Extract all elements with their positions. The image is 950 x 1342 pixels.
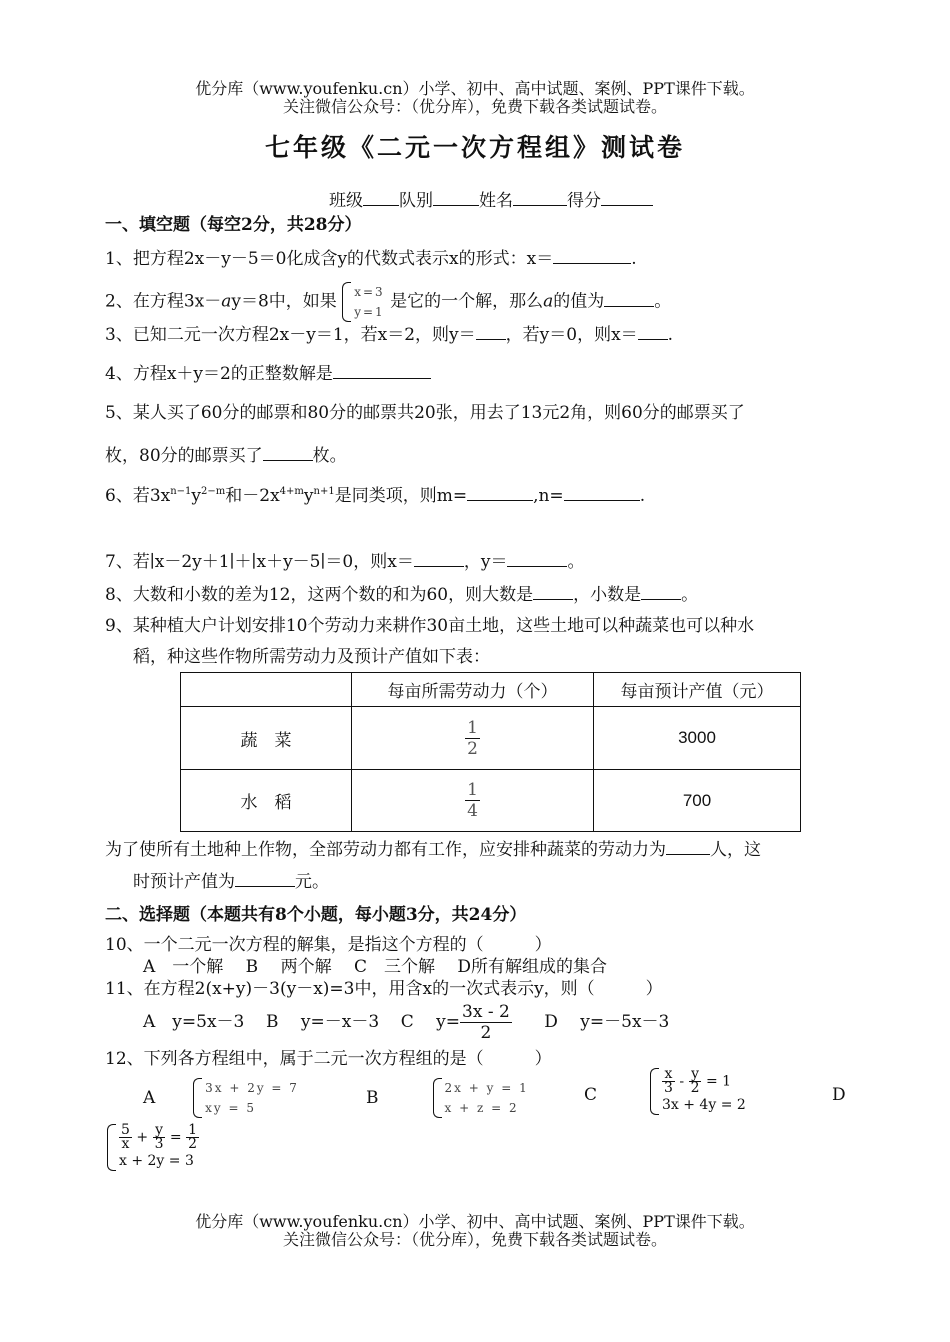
- q2-sys-row-1: x=3: [354, 285, 385, 299]
- table-cell-crop: 蔬 菜: [181, 707, 352, 770]
- q12-option-b[interactable]: [366, 1078, 529, 1118]
- q12-c-den-1: 3: [664, 1080, 673, 1096]
- name-label: 姓名: [479, 191, 513, 211]
- q12-d-row-2: x + 2y = 3: [119, 1153, 194, 1169]
- question-8: [105, 580, 698, 605]
- question-9-after-2: [133, 867, 329, 892]
- q2-blank[interactable]: [604, 290, 654, 307]
- footer-line-1: 优分库（www.youfenku.cn）小学、初中、高中试题、案例、PPT课件下载。: [195, 1212, 755, 1231]
- q3-text-pre: 3、已知二元一次方程2x－y＝1，若x＝2，则y＝: [105, 325, 476, 345]
- question-1: [105, 244, 637, 269]
- score-blank[interactable]: [601, 189, 653, 206]
- q5-end: 枚。: [312, 446, 347, 466]
- q9-after2-text: 时预计产值为: [133, 872, 235, 892]
- q12-c-eq-1: = 1: [705, 1073, 732, 1090]
- question-3: [105, 320, 673, 345]
- q12-d-num-1: 5: [121, 1122, 130, 1138]
- q6-text-pre: 6、若3x: [105, 486, 171, 506]
- q12-d-den-3: 2: [188, 1136, 198, 1152]
- q7-text-mid: ，y＝: [463, 552, 508, 572]
- question-4: [105, 359, 431, 384]
- q2-text-pre: 2、在方程3x－: [105, 291, 222, 312]
- q7-blank-x[interactable]: [414, 550, 464, 567]
- q12-c-den-2: 2: [690, 1080, 700, 1096]
- table-row: [181, 707, 801, 770]
- question-11-options: [143, 1002, 669, 1043]
- q1-text: 1、把方程2x－y－5＝0化成含y的代数式表示x的形式：x＝: [105, 249, 554, 269]
- name-blank[interactable]: [513, 189, 567, 206]
- q9-after-end: 人，这: [710, 840, 761, 860]
- q12-system-c-brace: [650, 1068, 746, 1115]
- question-12: 12、下列各方程组中，属于二元一次方程组的是（ ）: [105, 1049, 552, 1069]
- table-header-empty: [181, 673, 352, 707]
- question-7: [105, 547, 584, 572]
- q6-blank-m[interactable]: [467, 484, 533, 501]
- labor-denominator: 4: [467, 801, 478, 821]
- question-9-line-1: 9、某种植大户计划安排10个劳动力来耕作30亩土地，这些土地可以种蔬菜也可以种水: [105, 616, 755, 636]
- q2-solution-system: [342, 282, 384, 322]
- q9-blank-value[interactable]: [235, 870, 295, 887]
- q9-after-text: 为了使所有土地种上作物，全部劳动力都有工作，应安排种蔬菜的劳动力为: [105, 840, 666, 860]
- score-label: 得分: [567, 191, 601, 211]
- q2-text-mid: y＝8中，如果: [231, 291, 337, 312]
- question-10: 10、一个二元一次方程的解集，是指这个方程的（ ）: [105, 935, 552, 955]
- q11-c-numerator: 3x - 2: [462, 1002, 510, 1022]
- q12-d-frac-3: [186, 1124, 199, 1151]
- section1-heading: 一、填空题（每空2分，共28分）: [105, 215, 362, 235]
- q8-text-pre: 8、大数和小数的差为12，这两个数的和为60，则大数是: [105, 585, 534, 605]
- q9-blank-labor[interactable]: [666, 838, 710, 855]
- q12-c-frac-1: [662, 1068, 675, 1095]
- q11-option-c-fraction: [460, 1002, 512, 1043]
- q7-blank-y[interactable]: [507, 550, 567, 567]
- table-cell-labor: [352, 770, 594, 832]
- q12-b-row-1: 2x + y = 1: [444, 1081, 529, 1095]
- q12-c-row-2: 3x + 4y = 2: [662, 1097, 746, 1113]
- q3-blank-x[interactable]: [638, 323, 668, 340]
- q12-d-row-1: $\frac{5}{x}$ + $\frac{y}{3}$ = $\frac{1}{2}$: [121, 1122, 198, 1152]
- question-9-line-2: 稻，种这些作物所需劳动力及预计产值如下表：: [133, 647, 490, 667]
- q2-var-a-2: a: [543, 291, 554, 312]
- q12-label-b: B: [366, 1088, 379, 1108]
- q6-exp-2: 2−m: [201, 486, 226, 497]
- table-cell-value: 700: [594, 770, 801, 832]
- q11-option-b[interactable]: B y=－x－3: [265, 1012, 380, 1032]
- q5-text: 枚，80分的邮票买了: [105, 446, 263, 466]
- q12-label-d[interactable]: D: [832, 1085, 846, 1105]
- q7-text-pre: 7、若∣x－2y＋1∣＋∣x＋y－5∣＝0，则x＝: [105, 552, 414, 572]
- q11-option-c[interactable]: [400, 1002, 512, 1043]
- q11-c-denominator: 2: [480, 1023, 492, 1043]
- page-title: 七年级《二元一次方程组》测试卷: [264, 133, 685, 162]
- q8-blank-big[interactable]: [533, 583, 573, 600]
- q12-d-num-2: y: [153, 1124, 166, 1138]
- q12-c-num-2: y: [689, 1068, 702, 1082]
- crop-table: [180, 672, 801, 832]
- labor-fraction: [465, 780, 480, 821]
- q12-d-frac-2: [153, 1124, 166, 1151]
- header-line-1: 优分库（www.youfenku.cn）小学、初中、高中试题、案例、PPT课件下载。: [195, 79, 755, 98]
- q12-system-a: [193, 1078, 299, 1118]
- q3-end: .: [667, 325, 674, 345]
- q6-exp-3: 4+m: [279, 486, 304, 497]
- q6-text-mid: 和－2x: [225, 486, 280, 506]
- q12-a-row-2: xy = 5: [205, 1101, 256, 1115]
- class-blank[interactable]: [363, 189, 399, 206]
- student-info-line: [329, 186, 653, 211]
- q12-system-b: [433, 1078, 529, 1118]
- question-11: 11、在方程2(x+y)－3(y－x)=3中，用含x的一次式表示y，则（ ）: [105, 979, 663, 999]
- q6-exp-1: n−1: [170, 486, 192, 497]
- section2-heading: 二、选择题（本题共有8个小题，每小题3分，共24分）: [105, 905, 527, 925]
- q8-text-mid: ，小数是: [573, 585, 642, 605]
- q1-end: .: [631, 249, 637, 269]
- q12-label-a: A: [143, 1088, 156, 1108]
- question-10-options: A 一个解 B 两个解 C 三个解 D所有解组成的集合: [143, 957, 608, 977]
- q12-system-c: [650, 1068, 746, 1115]
- question-9-after-1: [105, 835, 761, 860]
- q2-var-a: a: [221, 291, 232, 312]
- question-6: [105, 481, 645, 506]
- q12-system-d: [107, 1124, 199, 1171]
- header-line-2: 关注微信公众号：（优分库），免费下载各类试题试卷。: [282, 97, 667, 116]
- q12-label-c[interactable]: C: [584, 1085, 598, 1105]
- q11-option-d[interactable]: D y=－5x－3: [544, 1012, 670, 1032]
- table-cell-labor: [352, 707, 594, 770]
- q8-end: 。: [681, 585, 699, 605]
- q11-option-a[interactable]: A y=5x－3: [143, 1012, 245, 1032]
- q8-blank-small[interactable]: [641, 583, 681, 600]
- team-blank[interactable]: [433, 189, 479, 206]
- labor-numerator: 1: [467, 780, 478, 800]
- q1-blank[interactable]: [553, 247, 631, 264]
- q9-after2-end: 元。: [295, 872, 329, 892]
- labor-denominator: 2: [467, 738, 478, 759]
- team-label: 队别: [399, 191, 433, 211]
- q3-blank-y[interactable]: [476, 323, 506, 340]
- table-header-row: [181, 673, 801, 707]
- table-row: [181, 770, 801, 832]
- q2-text-post: 是它的一个解，那么: [390, 291, 544, 312]
- class-label: 班级: [329, 191, 363, 211]
- labor-fraction: [465, 718, 480, 759]
- q11-option-c-label: C y=: [400, 1012, 461, 1032]
- q4-blank[interactable]: [333, 362, 431, 379]
- question-5-line-1: 5、某人买了60分的邮票和80分的邮票共20张，用去了13元2角，则60分的邮票买了: [105, 403, 745, 423]
- table-header-labor: 每亩所需劳动力（个）: [352, 673, 594, 707]
- q12-a-row-1: 3x + 2y = 7: [205, 1081, 299, 1095]
- q12-d-den-2: 3: [154, 1136, 164, 1152]
- q6-n-label: ,n=: [533, 486, 564, 506]
- q6-exp-4: n+1: [313, 486, 335, 497]
- q12-c-num-1: x: [662, 1068, 675, 1082]
- q3-text-mid: ，若y＝0，则x＝: [505, 325, 638, 345]
- q2-text-post2: 的值为: [553, 291, 605, 312]
- q12-d-den-1: x: [121, 1136, 130, 1152]
- q12-d-num-3: 1: [188, 1122, 198, 1138]
- q6-blank-n[interactable]: [564, 484, 640, 501]
- q2-end: 。: [654, 291, 672, 312]
- q12-c-row-1: $\frac{x}{3}$ - $\frac{y}{2}$ = 1: [664, 1066, 732, 1096]
- q6-end: .: [639, 486, 646, 506]
- footer-line-2: 关注微信公众号：（优分库），免费下载各类试题试卷。: [282, 1230, 667, 1249]
- q6-text-post: 是同类项，则m=: [334, 486, 468, 506]
- question-2: [105, 282, 671, 322]
- q12-b-row-2: x + z = 2: [444, 1101, 519, 1115]
- q6-y-1: y: [191, 486, 202, 506]
- q12-option-a[interactable]: [143, 1078, 299, 1118]
- table-header-value: 每亩预计产值（元）: [594, 673, 801, 707]
- q7-end: 。: [567, 552, 585, 572]
- labor-numerator: 1: [467, 717, 478, 738]
- q12-c-frac-2: [689, 1068, 702, 1095]
- q2-sys-row-2: y=1: [354, 305, 385, 319]
- question-5-line-2: [105, 441, 347, 466]
- q12-system-d-brace: [107, 1124, 199, 1171]
- q6-y-2: y: [303, 486, 314, 506]
- q5-blank[interactable]: [263, 444, 313, 461]
- table-cell-value: 3000: [594, 707, 801, 770]
- table-cell-crop: 水 稻: [181, 770, 352, 832]
- q4-text: 4、方程x＋y＝2的正整数解是: [105, 364, 333, 384]
- q12-d-frac-1: [119, 1124, 132, 1151]
